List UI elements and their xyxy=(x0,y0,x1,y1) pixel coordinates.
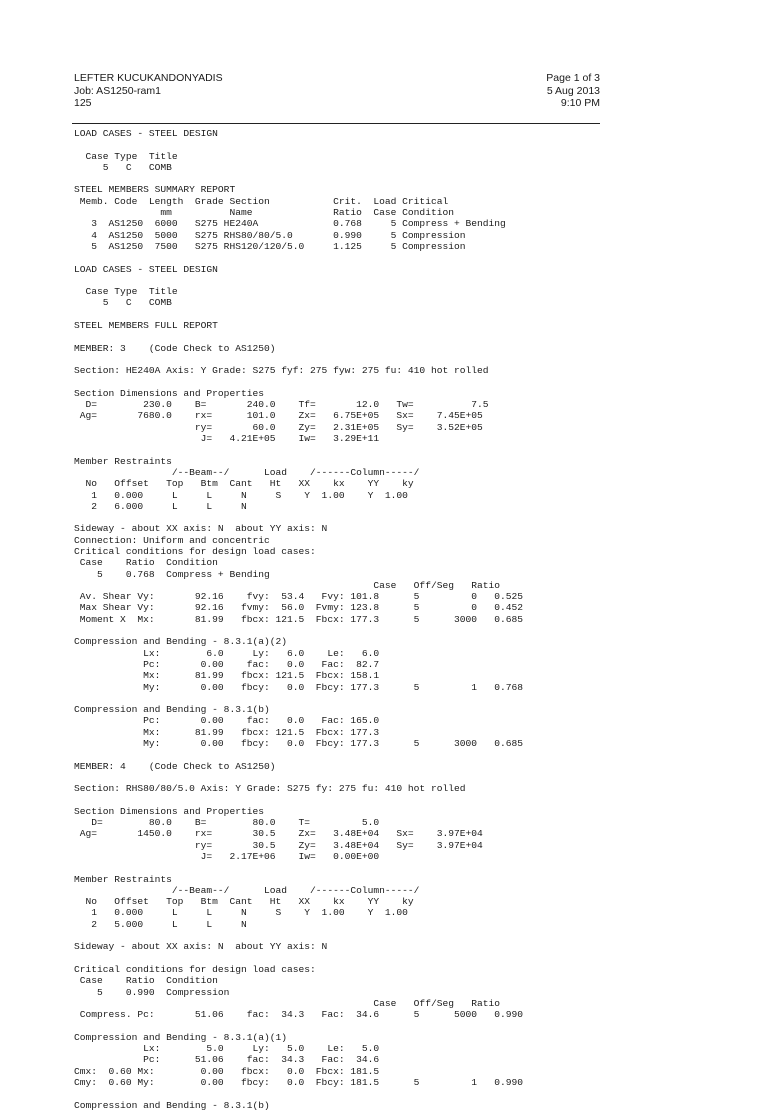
report-line: Case Type Title xyxy=(74,150,178,162)
report-line: Pc: 0.00 fac: 0.0 Fac: 82.7 xyxy=(74,658,380,670)
report-line: Critical conditions for design load cases: xyxy=(74,545,316,557)
report-line: Case Type Title xyxy=(74,286,178,298)
report-line: Connection: Uniform and concentric xyxy=(74,534,270,546)
report-line: Member Restraints xyxy=(74,455,172,467)
report-line: Memb. Code Length Grade Section Crit. Load Critical xyxy=(74,195,449,207)
report-line: Cmy: 0.60 My: 0.00 fbcy: 0.0 Fbcy: 181.5 5 1 0.990 xyxy=(74,1076,524,1088)
job-number: 125 xyxy=(74,97,92,109)
report-line xyxy=(74,930,674,941)
report-line: D= 80.0 B= 80.0 T= 5.0 xyxy=(74,817,380,829)
report-line: /--Beam--/ Load /------Column-----/ xyxy=(74,884,420,896)
header-divider xyxy=(72,123,600,124)
report-line: 2 6.000 L L N xyxy=(74,500,247,512)
author-name: LEFTER KUCUKANDONYADIS xyxy=(74,72,223,84)
report-line: Compression and Bending - 8.3.1(a)(1) xyxy=(74,1031,288,1043)
report-line: Section Dimensions and Properties xyxy=(74,387,264,399)
report-line: Pc: 51.06 fac: 34.3 Fac: 34.6 xyxy=(74,1054,380,1066)
report-line: Av. Shear Vy: 92.16 fvy: 53.4 Fvy: 101.8 5 0 0.525 xyxy=(74,591,524,603)
report-line xyxy=(74,795,674,806)
report-line xyxy=(74,139,674,150)
report-line: Lx: 6.0 Ly: 6.0 Le: 6.0 xyxy=(74,647,380,659)
report-line xyxy=(74,173,674,184)
report-line: Member Restraints xyxy=(74,873,172,885)
report-line xyxy=(74,772,674,783)
report-line: Sideway - about XX axis: N about YY axis: N xyxy=(74,523,328,535)
report-line: 5 0.990 Compression xyxy=(74,986,230,998)
report-line xyxy=(74,252,674,263)
report-line: STEEL MEMBERS SUMMARY REPORT xyxy=(74,184,236,196)
report-date: 5 Aug 2013 xyxy=(546,84,600,97)
report-line xyxy=(74,953,674,964)
report-line: LOAD CASES - STEEL DESIGN xyxy=(74,263,218,275)
report-line: mm Name Ratio Case Condition xyxy=(74,207,454,219)
report-header-right xyxy=(546,72,600,110)
report-line: MEMBER: 3 (Code Check to AS1250) xyxy=(74,342,276,354)
report-line: 2 5.000 L L N xyxy=(74,918,247,930)
report-line: Case Off/Seg Ratio xyxy=(74,579,501,591)
job-name: Job: AS1250-ram1 xyxy=(74,84,161,97)
report-line: Max Shear Vy: 92.16 fvmy: 56.0 Fvmy: 123.8 5 0 0.452 xyxy=(74,602,524,614)
report-line: My: 0.00 fbcy: 0.0 Fbcy: 177.3 5 1 0.768 xyxy=(74,681,524,693)
report-line: ry= 60.0 Zy= 2.31E+05 Sy= 3.52E+05 xyxy=(74,421,483,433)
report-line: Case Ratio Condition xyxy=(74,975,218,987)
report-line: Ag= 7680.0 rx= 101.0 Zx= 6.75E+05 Sx= 7.45E+05 xyxy=(74,410,483,422)
report-header-left xyxy=(74,72,223,110)
report-line xyxy=(74,749,674,760)
report-line: ry= 30.5 Zy= 3.48E+04 Sy= 3.97E+04 xyxy=(74,839,483,851)
report-line: MEMBER: 4 (Code Check to AS1250) xyxy=(74,760,276,772)
report-line: LOAD CASES - STEEL DESIGN xyxy=(74,128,218,139)
report-line: Compress. Pc: 51.06 fac: 34.3 Fac: 34.6 5 5000 0.990 xyxy=(74,1009,524,1021)
report-line: Critical conditions for design load cases: xyxy=(74,963,316,975)
report-line: Cmx: 0.60 Mx: 0.00 fbcx: 0.0 Fbcx: 181.5 xyxy=(74,1065,380,1077)
report-line: Compression and Bending - 8.3.1(a)(2) xyxy=(74,636,288,648)
report-line xyxy=(74,331,674,342)
report-line xyxy=(74,512,674,523)
report-line xyxy=(74,625,674,636)
report-line xyxy=(74,377,674,388)
report-line: 4 AS1250 5000 S275 RHS80/80/5.0 0.990 5 Compression xyxy=(74,229,466,241)
report-line: Section Dimensions and Properties xyxy=(74,805,264,817)
report-line xyxy=(74,354,674,365)
report-line: J= 2.17E+06 Iw= 0.00E+00 xyxy=(74,851,380,862)
report-line xyxy=(74,309,674,320)
report-line xyxy=(74,1020,674,1031)
report-line: Compression and Bending - 8.3.1(b) xyxy=(74,704,270,716)
report-line: /--Beam--/ Load /------Column-----/ xyxy=(74,466,420,478)
report-line: 1 0.000 L L N S Y 1.00 Y 1.00 xyxy=(74,907,408,919)
report-line: 1 0.000 L L N S Y 1.00 Y 1.00 xyxy=(74,489,408,501)
report-line: Case Off/Seg Ratio xyxy=(74,997,501,1009)
report-line xyxy=(74,693,674,704)
report-line: Case Ratio Condition xyxy=(74,557,218,569)
report-line: 3 AS1250 6000 S275 HE240A 0.768 5 Compress + Bending xyxy=(74,218,506,230)
report-line: Section: RHS80/80/5.0 Axis: Y Grade: S275 fy: 275 fu: 410 hot rolled xyxy=(74,783,466,795)
report-time: 9:10 PM xyxy=(560,97,600,109)
report-line: 5 C COMB xyxy=(74,297,172,309)
report-line: Moment X Mx: 81.99 fbcx: 121.5 Fbcx: 177.3 5 3000 0.685 xyxy=(74,613,524,625)
report-line: STEEL MEMBERS FULL REPORT xyxy=(74,320,218,332)
report-line: No Offset Top Btm Cant Ht XX kx YY ky xyxy=(74,478,414,490)
report-body xyxy=(74,128,674,1111)
page-number: Page 1 of 3 xyxy=(546,72,600,84)
report-line xyxy=(74,1088,674,1099)
report-line: Compression and Bending - 8.3.1(b) xyxy=(74,1099,270,1111)
report-line: Lx: 5.0 Ly: 5.0 Le: 5.0 xyxy=(74,1043,380,1055)
report-line: Mx: 81.99 fbcx: 121.5 Fbcx: 177.3 xyxy=(74,726,380,738)
report-line: 5 AS1250 7500 S275 RHS120/120/5.0 1.125 5 Compression xyxy=(74,240,466,252)
report-line xyxy=(74,275,674,286)
report-line: Pc: 0.00 fac: 0.0 Fac: 165.0 xyxy=(74,715,380,727)
report-line xyxy=(74,444,674,455)
report-line: Ag= 1450.0 rx= 30.5 Zx= 3.48E+04 Sx= 3.97E+04 xyxy=(74,828,483,840)
report-line: J= 4.21E+05 Iw= 3.29E+11 xyxy=(74,433,380,445)
report-line: 5 0.768 Compress + Bending xyxy=(74,568,270,580)
report-line: Mx: 81.99 fbcx: 121.5 Fbcx: 158.1 xyxy=(74,670,380,682)
report-line xyxy=(74,862,674,873)
report-line: D= 230.0 B= 240.0 Tf= 12.0 Tw= 7.5 xyxy=(74,399,489,411)
report-line: No Offset Top Btm Cant Ht XX kx YY ky xyxy=(74,896,414,908)
report-line: My: 0.00 fbcy: 0.0 Fbcy: 177.3 5 3000 0.685 xyxy=(74,738,524,750)
report-line: Section: HE240A Axis: Y Grade: S275 fyf: 275 fyw: 275 fu: 410 hot rolled xyxy=(74,365,489,377)
report-line: Sideway - about XX axis: N about YY axis: N xyxy=(74,941,328,953)
report-line: 5 C COMB xyxy=(74,161,172,173)
